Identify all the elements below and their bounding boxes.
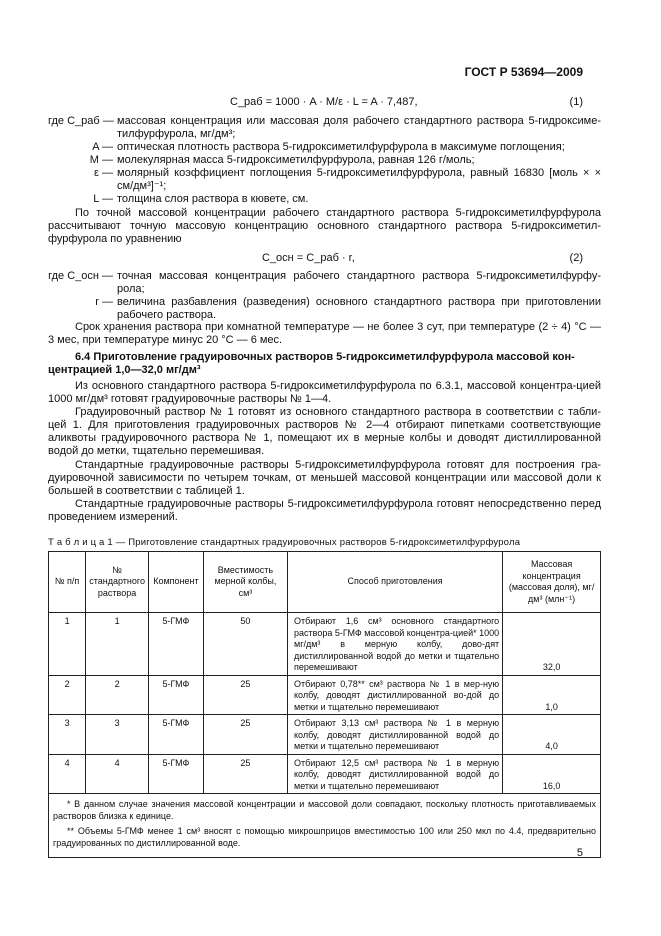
paragraph-4: Градуировочный раствор № 1 готовят из основного стандартного раствора в соответствии с табли-цей 1. Для приготовления градуировочных растворов № 2—4 отбирают пипетками соответствующие аликвоты градуировочного раствора № 1, помещают их в мерные колбы и доводят дистиллированной водой до метки, тщательно перемешивая. [48,406,601,457]
table-footnotes-row [49,794,601,858]
definition-item: где C_осн — точная массовая концентрация рабочего стандартного раствора 5-гидроксиметилфурфу-рола; [48,270,601,295]
definitions-1 [48,115,601,206]
definition-item: L — толщина слоя раствора в кювете, см. [93,193,309,205]
paragraph-6: Стандартные градуировочные растворы 5-гидроксиметилфурфурола готовят непосредственно перед проведением измерений. [48,498,601,523]
formula-1-number: (1) [569,96,583,108]
paragraph-5: Стандартные градуировочные растворы 5-гидроксиметилфурфурола готовят для построения гра-дуировочной зависимости по четырем точкам, от меньшей массовой концентрации или массовой доли к большей в соответствии с таблицей 1. [48,459,601,497]
table-row: 4 4 5-ГМФ 25 Отбирают 12,5 см³ раствора № 1 в мерную колбу, доводят дистиллированной водой до метки и тщательно перемешивают 16,0 [49,754,601,794]
table-row: 1 1 5-ГМФ 50 Отбирают 1,6 см³ основного стандартного раствора 5-ГМФ массовой концентра-цией* 1000 мг/дм³ в мерную колбу, дово-дят дистиллированной водой до метки и тщательно перемешивают 32,0 [49,613,601,676]
col-header: Массовая концентрация (массовая доля), мг/дм³ (млн⁻¹) [503,552,601,613]
definition-item: где C_раб — массовая концентрация или массовая доля рабочего стандартного раствора 5-гидроксиме-тилфурфурола, мг/дм³; [48,115,601,140]
formula-2-text: C_осн = C_раб · r, [262,252,355,264]
definition-item: ε — молярный коэффициент поглощения 5-гидроксиметилфурфурола, равный 16830 [моль × × см/дм³]⁻¹; [94,167,601,192]
col-header: № стандартного раствора [86,552,149,613]
formula-2-number: (2) [569,252,583,264]
standard-header: ГОСТ Р 53694—2009 [464,65,583,79]
paragraph-storage: Срок хранения раствора при комнатной температуре — не более 3 сут, при температуре (2 ÷ 4) °С — 3 мес, при температуре минус 20 °С — 6 мес. [48,321,601,346]
col-header: Вместимость мерной колбы, см³ [203,552,287,613]
formula-1 [230,96,600,109]
definition-item: r — величина разбавления (разведения) основного стандартного раствора при приготовлении рабочего раствора. [95,296,601,321]
table-row: 2 2 5-ГМФ 25 Отбирают 0,78** см³ раствора № 1 в мер-ную колбу, доводят дистиллированной во-дой до метки и тщательно перемешивают 1,0 [49,675,601,715]
page-number: 5 [576,847,583,859]
footnote: ** Объемы 5-ГМФ менее 1 см³ вносят с помощью микрошприцов вместимостью 100 или 250 мкл по 4.4, предварительно градуированных по дистиллированной воде. [53,826,596,848]
preparation-table [48,551,601,858]
definition-item: A — оптическая плотность раствора 5-гидроксиметилфурфурола в максимуме поглощения; [92,141,565,153]
definition-item: M — молекулярная масса 5-гидроксиметилфурфурола, равная 126 г/моль; [89,154,475,166]
table-caption: Т а б л и ц а 1 — Приготовление стандартных градуировочных растворов 5-гидроксиметилфурфурола [48,537,521,548]
col-header: Компонент [148,552,203,613]
table-footnotes [49,794,601,858]
formula-1-text: C_раб = 1000 · A · M/ε · L = A · 7,487, [230,96,418,108]
paragraph-1: По точной массовой концентрации рабочего стандартного раствора 5-гидроксиметилфурфурола рассчитывают точную массовую концентрацию основного стандартного раствора 5-гидроксиметил-фурфурола по уравнению [48,207,601,245]
table-header-row [49,552,601,613]
col-header: Способ приготовления [288,552,503,613]
section-title-6-4: 6.4 Приготовление градуировочных растворов 5-гидроксиметилфурфурола массовой кон-центрацией 1,0—32,0 мг/дм³ [48,351,575,376]
paragraph-3: Из основного стандартного раствора 5-гидроксиметилфурфурола по 6.3.1, массовой концентра-цией 1000 мг/дм³ готовят градуировочные растворы № 1—4. [48,380,601,405]
definitions-2 [48,270,601,322]
table-row: 3 3 5-ГМФ 25 Отбирают 3,13 см³ раствора № 1 в мерную колбу, доводят дистиллированной водой до метки и тщательно перемешивают 4,0 [49,715,601,755]
footnote: * В данном случае значения массовой концентрации и массовой доли совпадают, поскольку плотность приготавливаемых растворов близка к единице. [53,799,596,821]
col-header: № п/п [49,552,86,613]
